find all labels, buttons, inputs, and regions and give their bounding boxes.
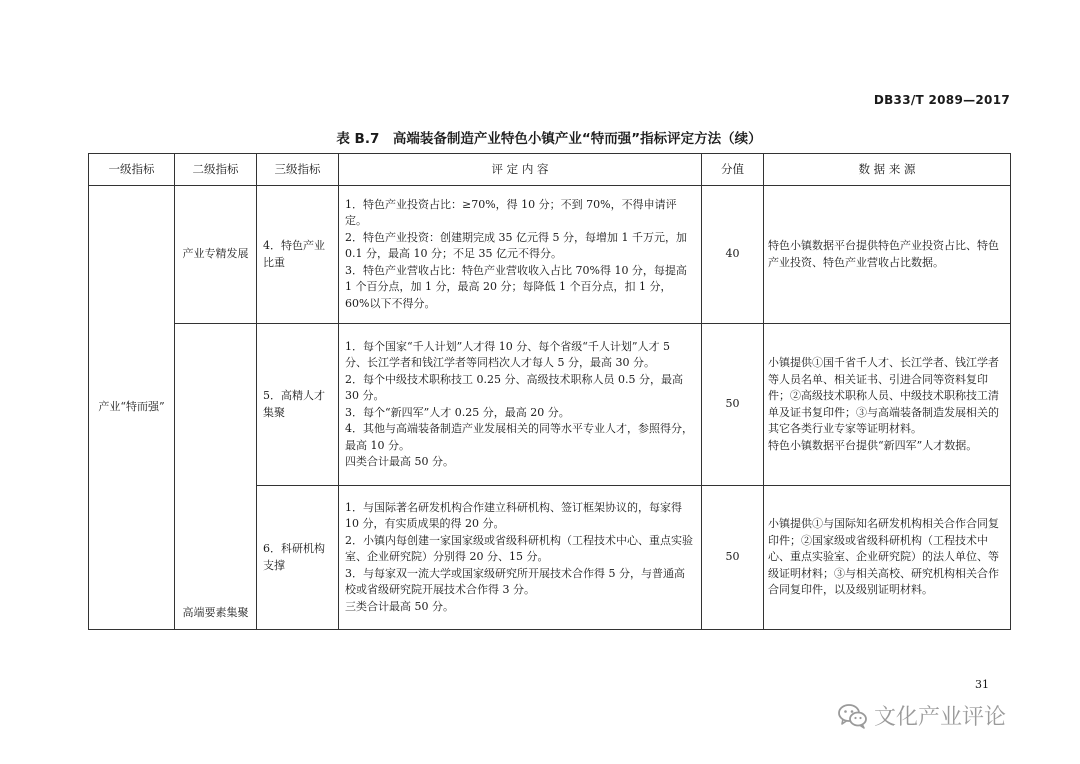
source-cell	[764, 186, 1011, 324]
content-cell	[339, 324, 702, 486]
content-line: 3．与每家双一流大学或国家级研究所开展技术合作得 5 分，与普通高校或省级研究院开展技术合作得 3 分。	[345, 566, 685, 597]
content-line: 3．特色产业营收占比：特色产业营收收入占比 70%得 10 分，每提高 1 个百分点，加 1 分，最高 20 分；每降低 1 个百分点，扣 1 分，60%以下不得分。	[345, 263, 687, 310]
level3-cell: 5．高精人才集聚	[257, 324, 339, 486]
page-number: 31	[975, 678, 989, 691]
content-line: 三类合计最高 50 分。	[345, 599, 454, 613]
source-cell	[764, 324, 1011, 486]
col-header-level1: 一级指标	[89, 154, 175, 186]
source-line: 小镇提供①与国际知名研发机构相关合作合同复印件；②国家级或省级科研机构（工程技术中心、重点实验室、企业研究院）的法人单位、等级证明材料；③与相关高校、研究机构相关合作合同复印件，以及级别证明材料。	[768, 517, 999, 597]
level2-cell: 高端要素集聚	[175, 324, 257, 630]
source-cell	[764, 486, 1011, 630]
content-line: 2．特色产业投资：创建期完成 35 亿元得 5 分，每增加 1 千万元，加 0.1 分，最高 10 分；不足 35 亿元不得分。	[345, 230, 687, 261]
table-row	[89, 186, 1011, 324]
col-header-content: 评 定 内 容	[339, 154, 702, 186]
watermark	[838, 700, 1006, 731]
source-line: 特色小镇数据平台提供特色产业投资占比、特色产业投资、特色产业营收占比数据。	[768, 239, 999, 269]
level1-cell: 产业“特而强”	[89, 186, 175, 630]
table-title: 表 B.7 高端装备制造产业特色小镇产业“特而强”指标评定方法（续）	[336, 131, 762, 147]
indicator-table	[88, 153, 1011, 630]
score-cell: 50	[702, 324, 764, 486]
content-line: 2．小镇内每创建一家国家级或省级科研机构（工程技术中心、重点实验室、企业研究院）分别得 20 分、15 分。	[345, 533, 693, 564]
content-line: 4．其他与高端装备制造产业发展相关的同等水平专业人才，参照得分，最高 10 分。	[345, 422, 693, 452]
col-header-level2: 二级指标	[175, 154, 257, 186]
level3-cell: 6．科研机构支撑	[257, 486, 339, 630]
source-line: 特色小镇数据平台提供“新四军”人才数据。	[768, 438, 978, 452]
score-cell: 50	[702, 486, 764, 630]
source-line: 小镇提供①国千省千人才、长江学者、钱江学者等人员名单、相关证书、引进合同等资料复印件；②高级技术职称人员、中级技术职称技工清单及证书复印件；③与高端装备制造发展相关的其它各类行业专家等证明材料。	[768, 356, 999, 435]
col-header-score: 分值	[702, 154, 764, 186]
content-line: 1．特色产业投资占比：≥70%，得 10 分；不到 70%，不得申请评定。	[345, 197, 677, 228]
content-line: 四类合计最高 50 分。	[345, 455, 454, 468]
content-cell	[339, 486, 702, 630]
col-header-source: 数 据 来 源	[764, 154, 1011, 186]
level2-cell: 产业专精发展	[175, 186, 257, 324]
col-header-level3: 三级指标	[257, 154, 339, 186]
content-line: 3．每个“新四军”人才 0.25 分，最高 20 分。	[345, 405, 570, 419]
wechat-icon	[838, 703, 868, 729]
content-line: 1．每个国家“千人计划”人才得 10 分、每个省级“千人计划”人才 5 分、长江学者和钱江学者等同档次人才每人 5 分，最高 30 分。	[345, 339, 670, 369]
content-cell	[339, 186, 702, 324]
standard-code: DB33/T 2089—2017	[873, 93, 1010, 107]
score-cell: 40	[702, 186, 764, 324]
watermark-text: 文化产业评论	[874, 705, 1007, 730]
level3-cell: 4．特色产业比重	[257, 186, 339, 324]
content-line: 1．与国际著名研发机构合作建立科研机构、签订框架协议的，每家得 10 分，有实质成果的得 20 分。	[345, 500, 682, 531]
table-row	[89, 324, 1011, 486]
table-header-row	[89, 154, 1011, 186]
content-line: 2．每个中级技术职称技工 0.25 分、高级技术职称人员 0.5 分，最高 30 分。	[345, 372, 683, 402]
